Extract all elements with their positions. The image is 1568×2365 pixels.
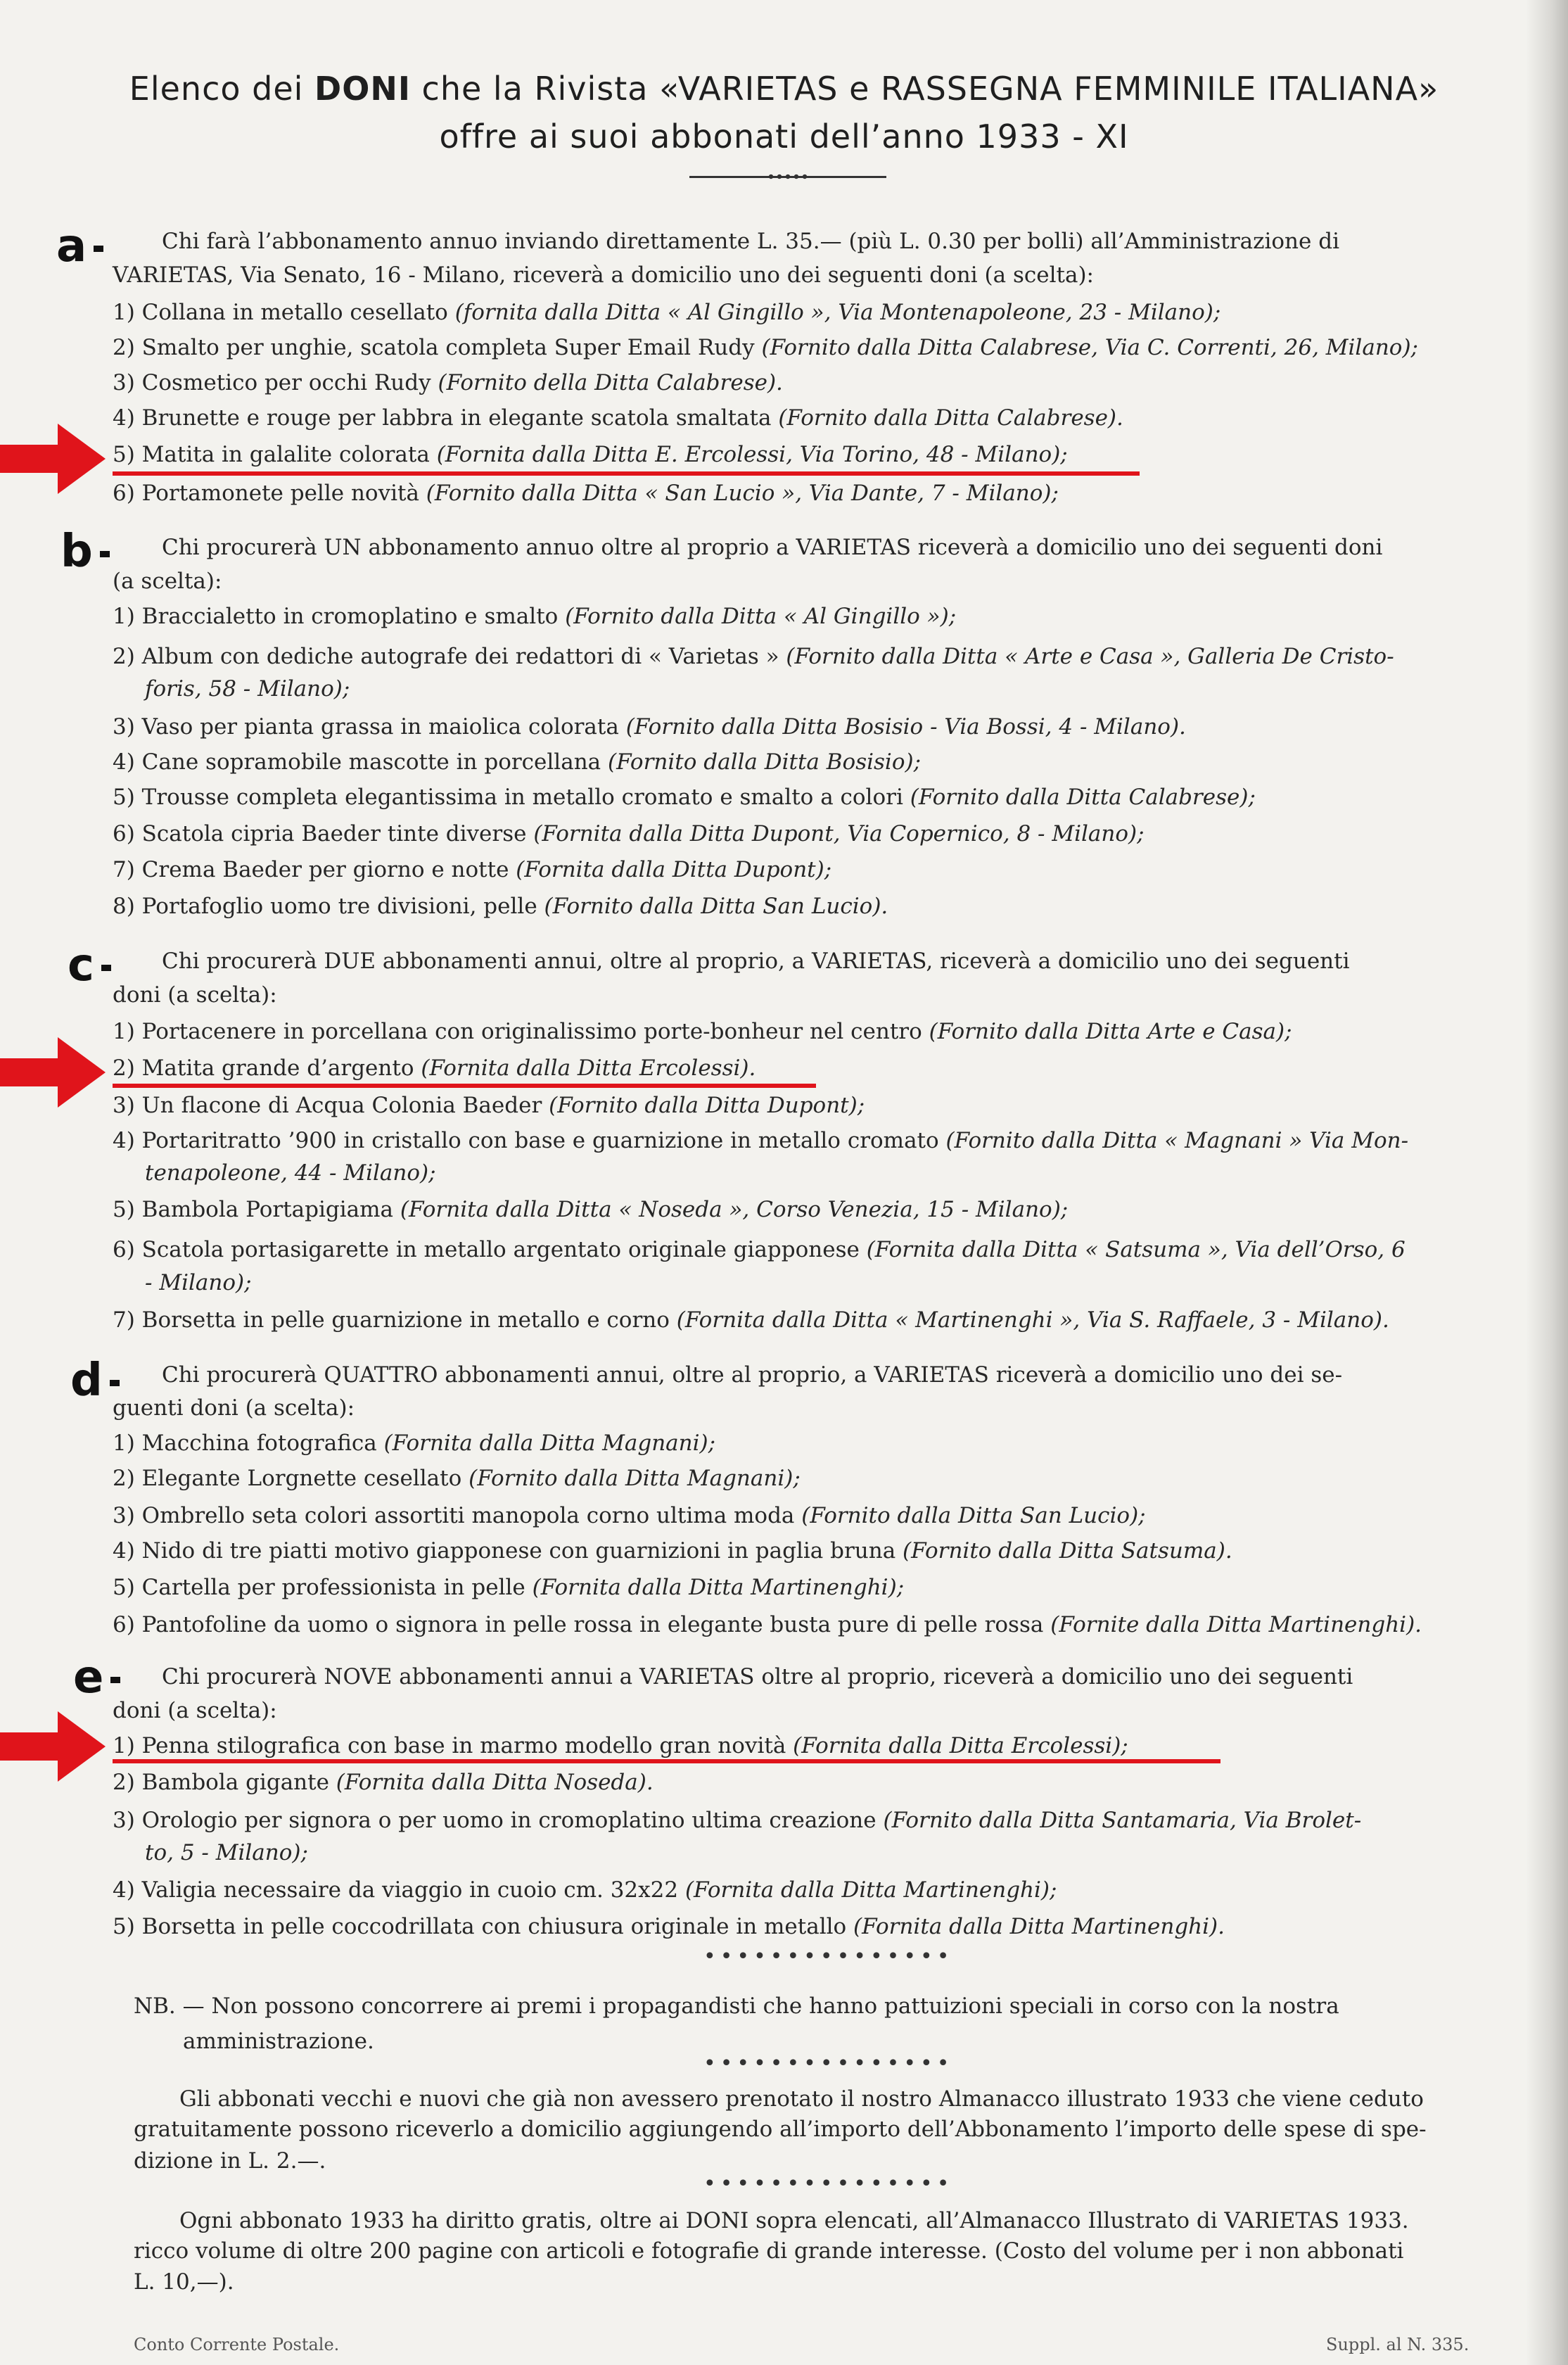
list-item-continuation: to, 5 - Milano); (145, 1840, 308, 1865)
page-edge-shadow (1526, 0, 1568, 2365)
final-note-line-1: Ogni abbonato 1933 ha diritto gratis, oltre ai DONI sopra elencati, all’Almanacco Illustrato di VARIETAS 1933. (179, 2208, 1409, 2233)
dotted-separator: ••••••••••••••• (703, 1944, 954, 1969)
section-a-intro-2: VARIETAS, Via Senato, 16 - Milano, riceverà a domicilio uno dei seguenti doni (a scelta): (113, 262, 1094, 288)
list-item: 3) Orologio per signora o per uomo in cromoplatino ultima creazione (Fornito dalla Ditta Santamaria, Via Brolet- (113, 1808, 1362, 1833)
red-arrow-icon (0, 424, 106, 494)
red-arrow-icon (0, 1037, 106, 1108)
list-item: 1) Collana in metallo cesellato (fornita dalla Ditta « Al Gingillo », Via Montenapoleone, 23 - Milano); (113, 300, 1221, 325)
section-letter-b: b (60, 529, 110, 574)
section-b-intro-2: (a scelta): (113, 569, 222, 594)
list-item-highlighted: 5) Matita in galalite colorata (Fornita dalla Ditta E. Ercolessi, Via Torino, 48 - Milano); (113, 442, 1068, 467)
section-d-intro-2: guenti doni (a scelta): (113, 1395, 355, 1421)
list-item: 2) Album con dediche autografe dei redattori di « Varietas » (Fornito dalla Ditta « Arte e Casa », Galleria De Cristo- (113, 644, 1394, 669)
section-d-intro-1: Chi procurerà QUATTRO abbonamenti annui, oltre al proprio, a VARIETAS riceverà a domicilio uno dei se- (162, 1362, 1343, 1388)
section-e-intro-2: doni (a scelta): (113, 1698, 277, 1723)
footer-left: Conto Corrente Postale. (134, 2335, 340, 2354)
list-item-highlighted: 1) Penna stilografica con base in marmo modello gran novità (Fornita dalla Ditta Ercolessi); (113, 1733, 1128, 1758)
list-item: 7) Crema Baeder per giorno e notte (Fornita dalla Ditta Dupont); (113, 857, 832, 882)
highlight-underline (113, 471, 1140, 476)
nb-note-line-2: amministrazione. (183, 2029, 374, 2054)
list-item: 6) Portamonete pelle novità (Fornito dalla Ditta « San Lucio », Via Dante, 7 - Milano); (113, 481, 1059, 506)
list-item: 2) Smalto per unghie, scatola completa Super Email Rudy (Fornito dalla Ditta Calabrese, Via C. Correnti, 26, Milano); (113, 335, 1418, 360)
list-item: 1) Macchina fotografica (Fornita dalla Ditta Magnani); (113, 1431, 716, 1456)
list-item: 5) Borsetta in pelle coccodrillata con chiusura originale in metallo (Fornita dalla Ditta Martinenghi). (113, 1914, 1225, 1939)
dotted-separator: ••••••••••••••• (703, 2051, 954, 2076)
list-item: 3) Ombrello seta colori assortiti manopola corno ultima moda (Fornito dalla Ditta San Lucio); (113, 1503, 1146, 1528)
list-item: 4) Portaritratto ’900 in cristallo con base e guarnizione in metallo cromato (Fornito dalla Ditta « Magnani » Via Mon- (113, 1128, 1409, 1153)
footer-right: Suppl. al N. 335. (1326, 2335, 1470, 2354)
list-item: 2) Elegante Lorgnette cesellato (Fornito dalla Ditta Magnani); (113, 1466, 801, 1491)
list-item-continuation: foris, 58 - Milano); (145, 676, 350, 702)
title-ornament-rule (689, 176, 886, 178)
list-item: 6) Pantofoline da uomo o signora in pelle rossa in elegante busta pure di pelle rossa (Fornite dalla Ditta Martinenghi). (113, 1612, 1422, 1637)
list-item: 6) Scatola cipria Baeder tinte diverse (Fornita dalla Ditta Dupont, Via Copernico, 8 - Milano); (113, 821, 1145, 847)
page-title (106, 65, 1462, 160)
section-letter-c: c (68, 943, 111, 988)
list-item: 4) Cane sopramobile mascotte in porcellana (Fornito dalla Ditta Bosisio); (113, 749, 922, 775)
red-arrow-icon (0, 1711, 106, 1782)
title-doni: DONI (314, 70, 411, 108)
list-item: 5) Cartella per professionista in pelle (Fornita dalla Ditta Martinenghi); (113, 1575, 905, 1600)
list-item-continuation: - Milano); (145, 1270, 252, 1295)
section-letter-e: e (73, 1655, 120, 1700)
list-item: 4) Nido di tre piatti motivo giapponese con guarnizioni in paglia bruna (Fornito dalla Ditta Satsuma). (113, 1538, 1232, 1564)
section-c-intro-2: doni (a scelta): (113, 982, 277, 1008)
list-item: 5) Trousse completa elegantissima in metallo cromato e smalto a colori (Fornito dalla Ditta Calabrese); (113, 785, 1256, 810)
nb-note-line-1: NB. — Non possono concorrere ai premi i propagandisti che hanno pattuizioni speciali in corso con la nostra (134, 1993, 1339, 2019)
almanacco-note-line-2: gratuitamente possono riceverlo a domicilio aggiungendo all’importo dell’Abbonamento l’importo delle spese di spe- (134, 2117, 1427, 2142)
final-note-line-3: L. 10,—). (134, 2269, 234, 2295)
list-item: 5) Bambola Portapigiama (Fornita dalla Ditta « Noseda », Corso Venezia, 15 - Milano); (113, 1197, 1069, 1222)
list-item: 2) Bambola gigante (Fornita dalla Ditta Noseda). (113, 1770, 654, 1795)
list-item: 8) Portafoglio uomo tre divisioni, pelle (Fornito dalla Ditta San Lucio). (113, 894, 888, 919)
almanacco-note-line-3: dizione in L. 2.—. (134, 2148, 326, 2174)
list-item: 7) Borsetta in pelle guarnizione in metallo e corno (Fornita dalla Ditta « Martinenghi », Via S. Raffaele, 3 - Milano). (113, 1307, 1389, 1333)
highlight-underline (113, 1759, 1220, 1763)
section-c-intro-1: Chi procurerà DUE abbonamenti annui, oltre al proprio, a VARIETAS, riceverà a domicilio uno dei seguenti (162, 949, 1350, 974)
almanacco-note-line-1: Gli abbonati vecchi e nuovi che già non avessero prenotato il nostro Almanacco illustrato 1933 che viene ceduto (179, 2086, 1424, 2112)
dotted-separator: ••••••••••••••• (703, 2171, 954, 2196)
list-item: 4) Brunette e rouge per labbra in elegante scatola smaltata (Fornito dalla Ditta Calabrese). (113, 405, 1123, 431)
highlight-underline (113, 1084, 816, 1088)
list-item: 4) Valigia necessaire da viaggio in cuoio cm. 32x22 (Fornita dalla Ditta Martinenghi); (113, 1877, 1057, 1903)
list-item: 3) Vaso per pianta grassa in maiolica colorata (Fornito dalla Ditta Bosisio - Via Bossi, 4 - Milano). (113, 714, 1186, 740)
list-item: 1) Portacenere in porcellana con originalissimo porte-bonheur nel centro (Fornito dalla Ditta Arte e Casa); (113, 1019, 1292, 1044)
list-item: 6) Scatola portasigarette in metallo argentato originale giapponese (Fornita dalla Ditta « Satsuma », Via dell’Orso, 6 (113, 1237, 1406, 1262)
list-item: 3) Un flacone di Acqua Colonia Baeder (Fornito dalla Ditta Dupont); (113, 1093, 865, 1118)
list-item-continuation: tenapoleone, 44 - Milano); (145, 1160, 436, 1186)
section-a-intro-1: Chi farà l’abbonamento annuo inviando direttamente L. 35.— (più L. 0.30 per bolli) all’Amministrazione di (162, 229, 1339, 254)
title-line-1: Elenco dei DONI che la Rivista «VARIETAS e RASSEGNA FEMMINILE ITALIANA» (129, 70, 1439, 108)
section-letter-d: d (70, 1358, 120, 1403)
list-item: 1) Braccialetto in cromoplatino e smalto (Fornito dalla Ditta « Al Gingillo »); (113, 604, 957, 629)
final-note-line-2: ricco volume di oltre 200 pagine con articoli e fotografie di grande interesse. (Costo del volume per i non abbonati (134, 2238, 1404, 2264)
section-b-intro-1: Chi procurerà UN abbonamento annuo oltre al proprio a VARIETAS riceverà a domicilio uno dei seguenti doni (162, 535, 1383, 560)
list-item-highlighted: 2) Matita grande d’argento (Fornita dalla Ditta Ercolessi). (113, 1055, 756, 1081)
section-letter-a: a (56, 224, 103, 269)
section-e-intro-1: Chi procurerà NOVE abbonamenti annui a VARIETAS oltre al proprio, riceverà a domicilio uno dei seguenti (162, 1664, 1353, 1689)
title-line-2: offre ai suoi abbonati dell’anno 1933 - XI (439, 118, 1129, 156)
list-item: 3) Cosmetico per occhi Rudy (Fornito della Ditta Calabrese). (113, 370, 783, 395)
